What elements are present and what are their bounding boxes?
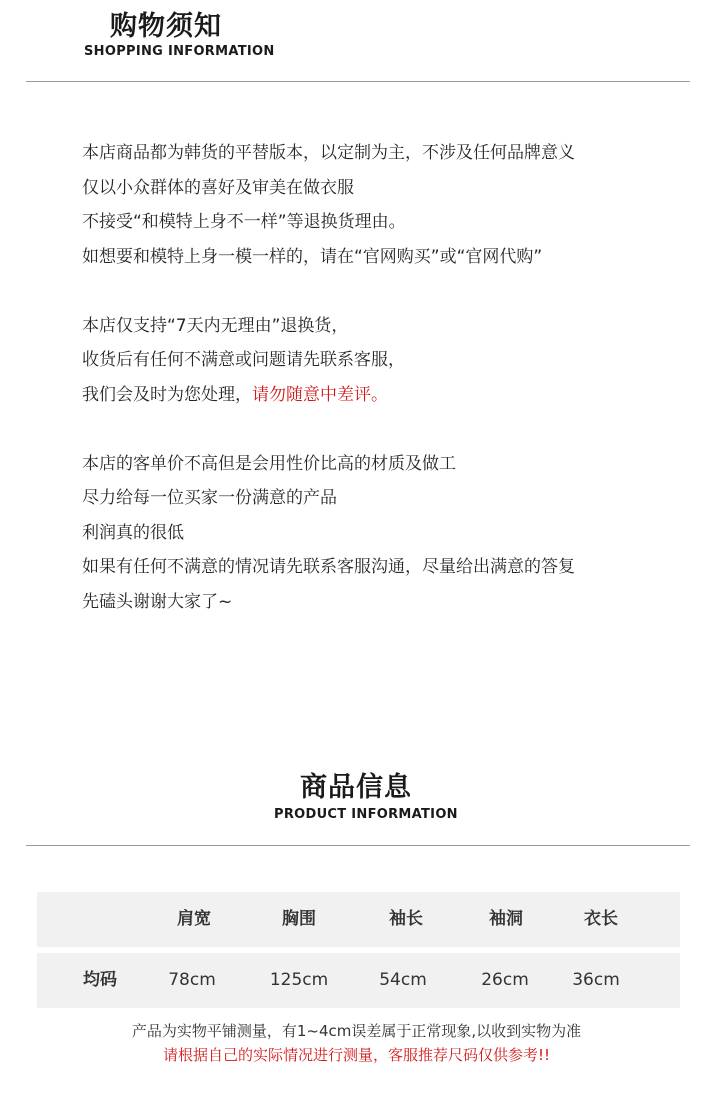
product-title: 商品信息 <box>300 772 412 803</box>
shopping-subtitle: SHOPPING INFORMATION <box>84 44 275 59</box>
size-header-shoulder: 肩宽 <box>177 909 211 929</box>
notes-line: 本店仅支持“7天内无理由”退换货， <box>82 315 349 336</box>
paragraph-gap <box>82 274 682 309</box>
size-header-sleeve-length: 袖长 <box>389 909 423 929</box>
notes-line: 仅以小众群体的喜好及审美在做衣服 <box>82 177 354 198</box>
size-header-chest: 胸围 <box>282 909 316 929</box>
product-divider <box>26 845 690 846</box>
paragraph-gap <box>82 412 682 447</box>
shopping-divider <box>26 81 690 82</box>
table-row <box>37 953 680 1008</box>
size-advice-warning: 请根据自己的实际情况进行测量，客服推荐尺码仅供参考!! <box>162 1046 551 1064</box>
notes-line: 收货后有任何不满意或问题请先联系客服， <box>82 350 405 370</box>
notes-line: 如果有任何不满意的情况请先联系客服沟通，尽量给出满意的答复 <box>82 557 575 577</box>
notes-line: 利润真的很低 <box>82 522 184 543</box>
no-bad-review-warning: 请勿随意中差评。 <box>252 384 388 405</box>
notes-line: 不接受“和模特上身不一样”等退换货理由。 <box>82 212 406 232</box>
size-value-sleeve-length: 54cm <box>379 970 427 990</box>
size-label: 均码 <box>83 970 117 990</box>
notes-line <box>82 378 682 413</box>
notes-line: 先磕头谢谢大家了~ <box>82 591 233 612</box>
size-table-header-row <box>37 892 680 947</box>
size-value-chest: 125cm <box>269 970 329 990</box>
size-value-shoulder: 78cm <box>168 970 216 990</box>
notes-line-text: 我们会及时为您处理， <box>82 384 252 405</box>
notes-line: 尽力给每一位买家一份满意的产品 <box>82 488 337 508</box>
shopping-title: 购物须知 <box>110 11 222 42</box>
size-value-armhole: 26cm <box>481 970 529 990</box>
shopping-notes <box>82 136 682 619</box>
notes-line: 本店商品都为韩货的平替版本，以定制为主，不涉及任何品牌意义 <box>82 143 575 163</box>
measurement-note: 产品为实物平铺测量，有1~4cm误差属于正常现象,以收到实物为准 <box>131 1022 582 1040</box>
product-subtitle: PRODUCT INFORMATION <box>274 807 458 822</box>
notes-line: 本店的客单价不高但是会用性价比高的材质及做工 <box>82 453 456 474</box>
size-header-armhole: 袖洞 <box>489 909 523 929</box>
size-value-length: 36cm <box>572 970 620 990</box>
size-table <box>37 892 680 1008</box>
notes-line: 如想要和模特上身一模一样的，请在“官网购买”或“官网代购” <box>82 246 543 267</box>
size-header-length: 衣长 <box>584 909 618 929</box>
